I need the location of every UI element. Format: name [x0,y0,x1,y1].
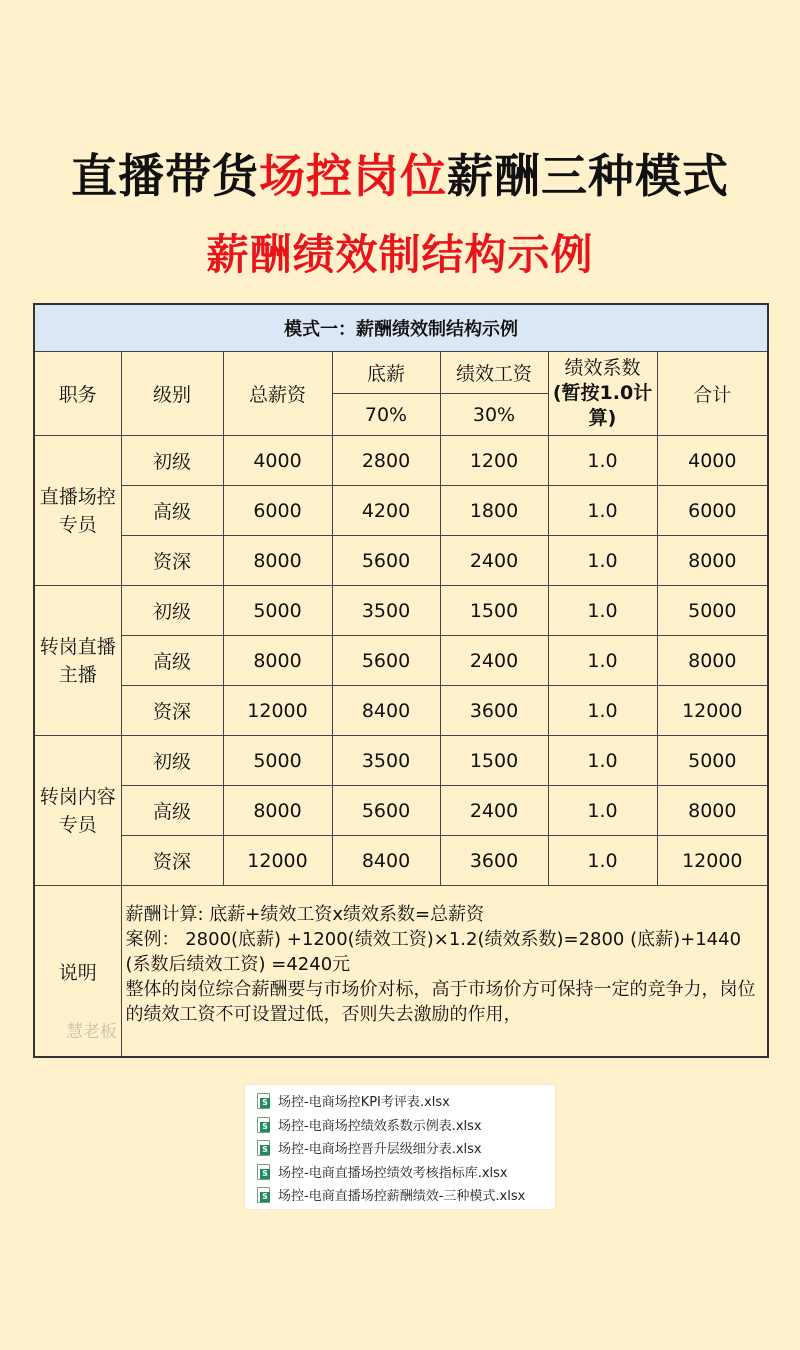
table-row [34,486,768,536]
base-cell: 5600 [332,786,440,836]
perf-cell: 3600 [440,686,548,736]
excel-file-icon: S [257,1093,270,1108]
level-cell: 初级 [121,436,223,486]
note-line-formula: 薪酬计算: 底薪+绩效工资x绩效系数=总薪资 [125,903,485,925]
level-cell: 高级 [121,486,223,536]
coef-cell: 1.0 [548,636,657,686]
sum-cell: 8000 [657,636,768,686]
position-cell: 转岗内容专员 [34,736,121,886]
table-row [34,836,768,886]
subtitle: 薪酬绩效制结构示例 [206,230,594,279]
note-content [121,886,768,1058]
base-cell: 3500 [332,736,440,786]
base-cell: 8400 [332,686,440,736]
sum-cell: 12000 [657,836,768,886]
note-line-example: 案例： 2800(底薪) +1200(绩效工资)×1.2(绩效系数)=2800 (底薪)+1440 (系数后绩效工资) =4240元 [125,928,742,975]
position-cell: 转岗直播主播 [34,586,121,736]
main-title [0,140,800,206]
title-part1: 直播带货 [71,149,259,203]
perf-cell: 1500 [440,736,548,786]
file-list [245,1085,555,1209]
coef-line3: 算) [588,407,617,429]
total-cell: 4000 [223,436,332,486]
header-sum: 合计 [657,352,768,436]
header-base-salary: 底薪 [332,352,440,394]
file-name: 场控-电商场控晋升层级细分表.xlsx [278,1142,482,1158]
coef-cell: 1.0 [548,536,657,586]
total-cell: 12000 [223,686,332,736]
title-highlight: 场控岗位 [259,149,447,203]
file-item[interactable] [245,1183,555,1207]
total-cell: 5000 [223,736,332,786]
level-cell: 初级 [121,586,223,636]
total-cell: 6000 [223,486,332,536]
base-cell: 8400 [332,836,440,886]
total-cell: 8000 [223,786,332,836]
file-item[interactable] [245,1136,555,1160]
header-position: 职务 [34,352,121,436]
sum-cell: 6000 [657,486,768,536]
file-name: 场控-电商直播场控薪酬绩效-三种模式.xlsx [278,1189,526,1205]
note-line-advice: 整体的岗位综合薪酬要与市场价对标，高于市场价方可保持一定的竞争力，岗位的绩效工资不可设置过低，否则失去激励的作用， [125,978,756,1025]
watermark: 慧老板 [66,1022,117,1042]
perf-cell: 1500 [440,586,548,636]
level-cell: 资深 [121,686,223,736]
header-perf-salary: 绩效工资 [440,352,548,394]
table-row [34,536,768,586]
coef-cell: 1.0 [548,836,657,886]
sum-cell: 5000 [657,586,768,636]
header-base-pct: 70% [332,394,440,436]
perf-cell: 2400 [440,786,548,836]
coef-cell: 1.0 [548,686,657,736]
coef-cell: 1.0 [548,436,657,486]
total-cell: 8000 [223,636,332,686]
base-cell: 5600 [332,636,440,686]
base-cell: 4200 [332,486,440,536]
table-row [34,436,768,486]
header-perf-pct: 30% [440,394,548,436]
sum-cell: 5000 [657,736,768,786]
position-cell: 直播场控专员 [34,436,121,586]
table-row [34,786,768,836]
table-row [34,586,768,636]
table-row [34,636,768,686]
header-coefficient [548,352,657,436]
level-cell: 初级 [121,736,223,786]
excel-file-icon: S [257,1164,270,1179]
base-cell: 5600 [332,536,440,586]
level-cell: 资深 [121,836,223,886]
perf-cell: 2400 [440,536,548,586]
file-name: 场控-电商直播场控绩效考核指标库.xlsx [278,1165,508,1181]
coef-cell: 1.0 [548,786,657,836]
sum-cell: 8000 [657,786,768,836]
excel-file-icon: S [257,1140,270,1155]
perf-cell: 1200 [440,436,548,486]
total-cell: 8000 [223,536,332,586]
header-level: 级别 [121,352,223,436]
sum-cell: 8000 [657,536,768,586]
title-part2: 薪酬三种模式 [447,149,729,203]
perf-cell: 2400 [440,636,548,686]
file-name: 场控-电商场控KPI考评表.xlsx [278,1095,450,1111]
file-item[interactable] [245,1113,555,1137]
table-row [34,736,768,786]
coef-cell: 1.0 [548,486,657,536]
table-row [34,686,768,736]
excel-file-icon: S [257,1117,270,1132]
sum-cell: 4000 [657,436,768,486]
base-cell: 2800 [332,436,440,486]
coef-line2: (暂按1.0计 [552,382,653,404]
total-cell: 5000 [223,586,332,636]
coef-line1: 绩效系数 [564,357,641,379]
level-cell: 高级 [121,786,223,836]
base-cell: 3500 [332,586,440,636]
file-name: 场控-电商场控绩效系数示例表.xlsx [278,1118,482,1134]
level-cell: 资深 [121,536,223,586]
perf-cell: 3600 [440,836,548,886]
level-cell: 高级 [121,636,223,686]
note-label: 说明 [34,886,121,1058]
salary-structure-table [33,303,769,1058]
coef-cell: 1.0 [548,736,657,786]
coef-cell: 1.0 [548,586,657,636]
excel-file-icon: S [257,1187,270,1202]
file-item[interactable] [245,1089,555,1113]
header-total-salary: 总薪资 [223,352,332,436]
perf-cell: 1800 [440,486,548,536]
table-caption: 模式一：薪酬绩效制结构示例 [34,304,768,352]
total-cell: 12000 [223,836,332,886]
file-item[interactable] [245,1160,555,1184]
sum-cell: 12000 [657,686,768,736]
